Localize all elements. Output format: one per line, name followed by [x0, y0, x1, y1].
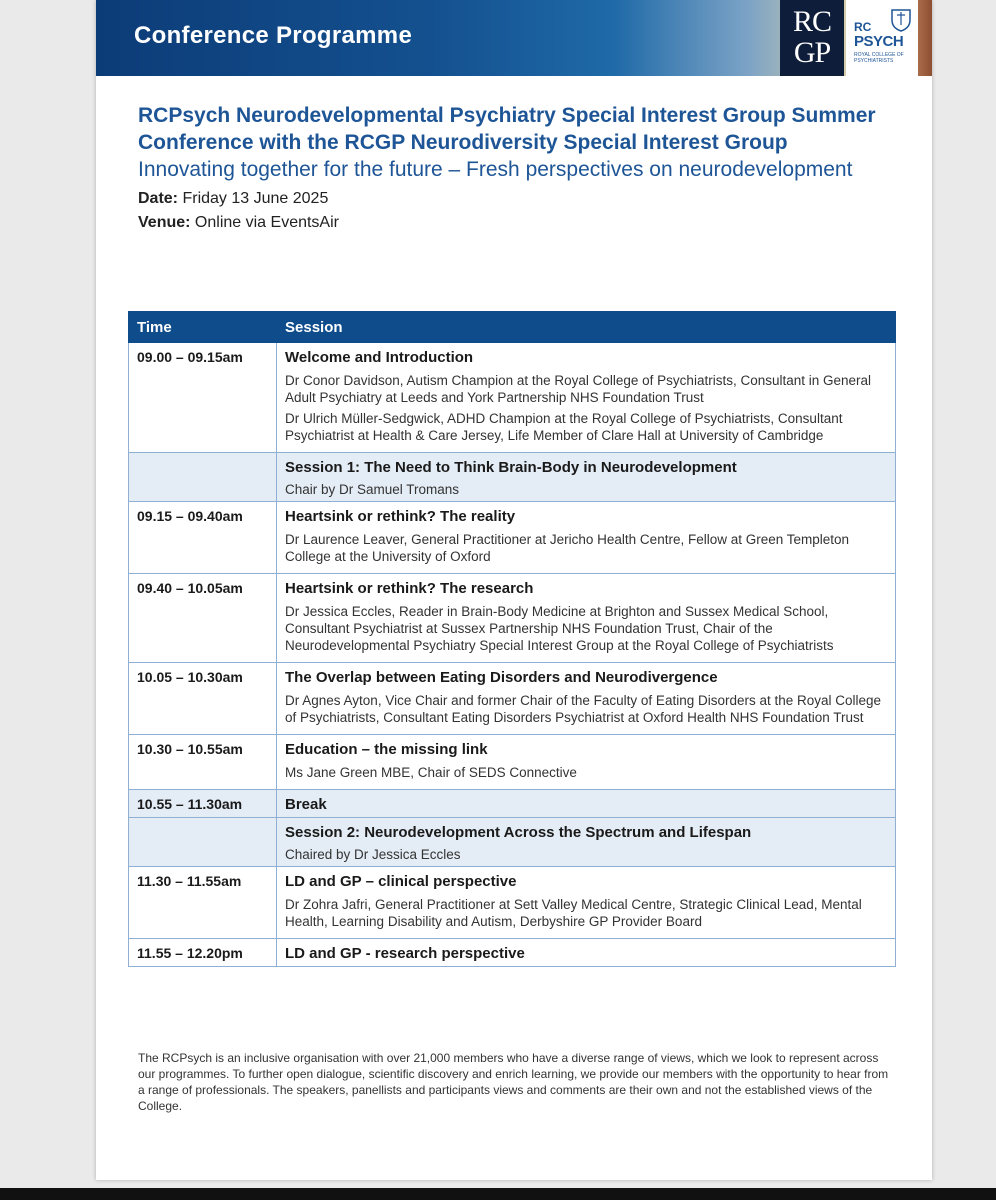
venue-line: [138, 211, 898, 235]
session-title: LD and GP – clinical perspective: [285, 873, 517, 890]
table-row: [129, 663, 896, 735]
table-row: [129, 343, 896, 453]
session-title: LD and GP - research perspective: [285, 945, 525, 962]
taskbar-strip: [0, 1188, 996, 1200]
session-cell: [277, 939, 896, 967]
speaker-info: Dr Jessica Eccles, Reader in Brain-Body Medicine at Brighton and Sussex Medical School, Consultant Psychiatrist at Sussex Partnership NHS Foundation Trust, Chair of the Neurodevelopmental Psychiatry Special Interest Group at the Royal College of Psychiatrists: [285, 604, 834, 653]
time-cell: 09.40 – 10.05am: [129, 574, 277, 663]
session-cell: [277, 574, 896, 663]
table-row: [129, 574, 896, 663]
time-cell: 11.30 – 11.55am: [129, 867, 277, 939]
rcpsych-psych-text: PSYCH: [854, 33, 904, 50]
rcpsych-rc-text: RC: [854, 20, 872, 34]
session-cell: [277, 343, 896, 453]
speaker-info: Dr Ulrich Müller-Sedgwick, ADHD Champion at the Royal College of Psychiatrists, Consultant Psychiatrist at Health & Care Jersey, Life Member of Clare Hall at University of Cambridge: [285, 411, 843, 443]
speaker-info: Dr Agnes Ayton, Vice Chair and former Chair of the Faculty of Eating Disorders at the Royal College of Psychiatrists, Consultant Eating Disorders Psychiatrist at Oxford Health NHS Foundation Trust: [285, 693, 882, 725]
session-chair: Chaired by Dr Jessica Eccles: [285, 847, 461, 862]
session-cell: [277, 502, 896, 574]
programme-body: [129, 343, 896, 967]
session-cell: [277, 790, 896, 818]
meta: [138, 187, 898, 235]
title-block: [138, 102, 898, 235]
rcgp-logo: RC GP: [780, 0, 844, 76]
table-row: [129, 735, 896, 790]
rcpsych-logo: [846, 0, 918, 76]
speaker-info: Ms Jane Green MBE, Chair of SEDS Connective: [285, 765, 577, 780]
date-label: Date:: [138, 190, 179, 207]
session-header-title: Session 2: Neurodevelopment Across the Spectrum and Lifespan: [285, 824, 752, 841]
session-title: The Overlap between Eating Disorders and Neurodivergence: [285, 669, 718, 686]
banner: [96, 0, 932, 76]
session-title: Heartsink or rethink? The reality: [285, 508, 516, 525]
session-cell: [277, 735, 896, 790]
session-title: Welcome and Introduction: [285, 349, 474, 366]
session-header-cell: [277, 818, 896, 867]
conference-subtitle: Innovating together for the future – Fresh perspectives on neurodevelopment: [138, 158, 853, 181]
session-header-cell: [277, 453, 896, 502]
time-cell: 09.00 – 09.15am: [129, 343, 277, 453]
session-chair: Chair by Dr Samuel Tromans: [285, 482, 460, 497]
session-header-row: [129, 453, 896, 502]
time-cell: 10.30 – 10.55am: [129, 735, 277, 790]
rcpsych-sub-text: ROYAL COLLEGE OF PSYCHIATRISTS: [854, 52, 904, 64]
disclaimer: The RCPsych is an inclusive organisation with over 21,000 members who have a diverse range of views, which we look to represent across our programmes. To further open dialogue, scientific discovery and enrich learning, we provide our members with the opportunity to hear from a range of professionals. The speakers, panellists and participants views and comments are their own and not the established views of the College.: [138, 1051, 889, 1113]
document-page: [96, 0, 932, 1180]
date-value: Friday 13 June 2025: [182, 190, 329, 207]
crest-icon: [888, 6, 914, 32]
table-row: [129, 790, 896, 818]
session-title: Education – the missing link: [285, 741, 488, 758]
time-cell: 10.55 – 11.30am: [129, 790, 277, 818]
header-session: Session: [277, 312, 896, 343]
venue-label: Venue:: [138, 214, 191, 231]
speaker-info: Dr Zohra Jafri, General Practitioner at Sett Valley Medical Centre, Strategic Clinical Lead, Mental Health, Learning Disability and Autism, Derbyshire GP Provider Board: [285, 897, 862, 929]
session-header-title: Session 1: The Need to Think Brain-Body in Neurodevelopment: [285, 459, 737, 476]
session-header-row: [129, 818, 896, 867]
banner-edge: [918, 0, 932, 76]
session-cell: [277, 867, 896, 939]
date-line: [138, 187, 898, 211]
time-cell: 11.55 – 12.20pm: [129, 939, 277, 967]
speaker-info: Dr Laurence Leaver, General Practitioner at Jericho Health Centre, Fellow at Green Templeton College at the University of Oxford: [285, 532, 850, 564]
table-row: [129, 502, 896, 574]
programme-table: [128, 311, 896, 967]
venue-value: Online via EventsAir: [194, 214, 339, 231]
session-header-time-cell: [129, 453, 277, 502]
banner-title: Conference Programme: [134, 22, 413, 49]
session-cell: [277, 663, 896, 735]
speaker-info: Dr Conor Davidson, Autism Champion at the Royal College of Psychiatrists, Consultant in General Adult Psychiatry at Leeds and York Partnership NHS Foundation Trust: [285, 373, 872, 405]
table-row: [129, 867, 896, 939]
session-title: Break: [285, 796, 327, 813]
header-time: Time: [129, 312, 277, 343]
time-cell: 10.05 – 10.30am: [129, 663, 277, 735]
table-row: [129, 939, 896, 967]
session-header-time-cell: [129, 818, 277, 867]
conference-title: RCPsych Neurodevelopmental Psychiatry Special Interest Group Summer Conference with the RCGP Neurodiversity Special Interest Group: [138, 104, 876, 154]
table-header-row: [129, 312, 896, 343]
session-title: Heartsink or rethink? The research: [285, 580, 534, 597]
time-cell: 09.15 – 09.40am: [129, 502, 277, 574]
